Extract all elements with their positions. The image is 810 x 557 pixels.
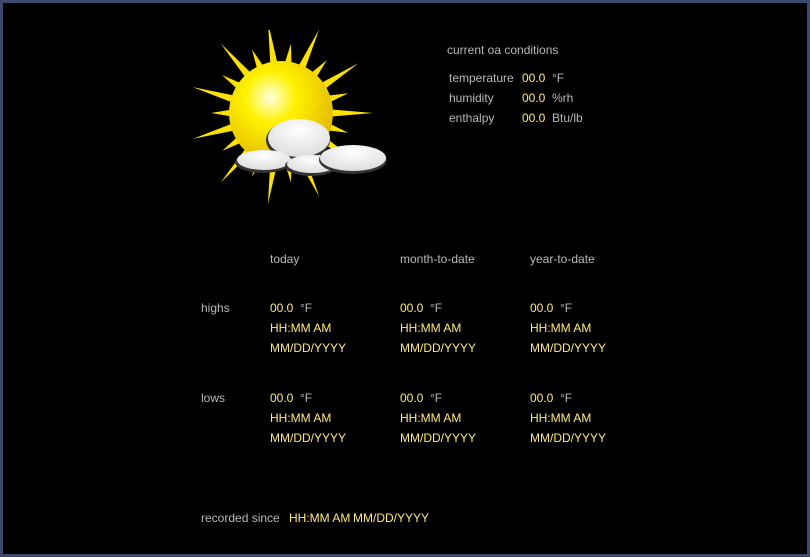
humidity-label: humidity xyxy=(449,91,494,105)
sun-ray xyxy=(193,87,236,103)
sun-ray xyxy=(329,109,373,117)
enthalpy-unit: Btu/lb xyxy=(552,111,583,125)
recorded-since-label: recorded since xyxy=(201,511,280,525)
high-mtd-date: MM/DD/YYYY xyxy=(400,341,477,355)
high-ytd-value: 00.0 xyxy=(530,301,554,315)
sun-ray xyxy=(268,30,278,66)
low-ytd-date: MM/DD/YYYY xyxy=(530,431,607,445)
low-today-time: HH:MM AM xyxy=(270,411,332,425)
column-header-month-to-date: month-to-date xyxy=(400,252,475,266)
temperature-value: 00.0 xyxy=(522,71,546,85)
high-ytd-unit: °F xyxy=(560,301,573,315)
high-today-date: MM/DD/YYYY xyxy=(270,341,347,355)
low-today-date: MM/DD/YYYY xyxy=(270,431,347,445)
highs-label: highs xyxy=(201,301,230,315)
high-ytd-time: HH:MM AM xyxy=(530,321,592,335)
enthalpy-label: enthalpy xyxy=(449,111,495,125)
low-ytd-value: 00.0 xyxy=(530,391,554,405)
column-header-year-to-date: year-to-date xyxy=(530,252,595,266)
temperature-label: temperature xyxy=(449,71,514,85)
high-mtd-unit: °F xyxy=(430,301,443,315)
humidity-value: 00.0 xyxy=(522,91,546,105)
low-today-unit: °F xyxy=(300,391,313,405)
recorded-since-time: HH:MM AM xyxy=(289,511,351,525)
high-today-time: HH:MM AM xyxy=(270,321,332,335)
temperature-unit: °F xyxy=(552,71,565,85)
recorded-since-date: MM/DD/YYYY xyxy=(353,511,430,525)
high-mtd-time: HH:MM AM xyxy=(400,321,462,335)
low-mtd-value: 00.0 xyxy=(400,391,424,405)
high-today-value: 00.0 xyxy=(270,301,294,315)
column-header-today: today xyxy=(270,252,300,266)
enthalpy-value: 00.0 xyxy=(522,111,546,125)
sun-ray xyxy=(297,30,319,71)
sun-ray xyxy=(193,123,236,139)
high-ytd-date: MM/DD/YYYY xyxy=(530,341,607,355)
low-today-value: 00.0 xyxy=(270,391,294,405)
humidity-unit: %rh xyxy=(552,91,574,105)
high-mtd-value: 00.0 xyxy=(400,301,424,315)
high-today-unit: °F xyxy=(300,301,313,315)
low-ytd-time: HH:MM AM xyxy=(530,411,592,425)
lows-label: lows xyxy=(201,391,226,405)
partly-cloudy-sun-icon xyxy=(186,30,391,210)
low-mtd-unit: °F xyxy=(430,391,443,405)
low-ytd-unit: °F xyxy=(560,391,573,405)
low-mtd-time: HH:MM AM xyxy=(400,411,462,425)
low-mtd-date: MM/DD/YYYY xyxy=(400,431,477,445)
current-conditions-title: current oa conditions xyxy=(447,43,559,57)
